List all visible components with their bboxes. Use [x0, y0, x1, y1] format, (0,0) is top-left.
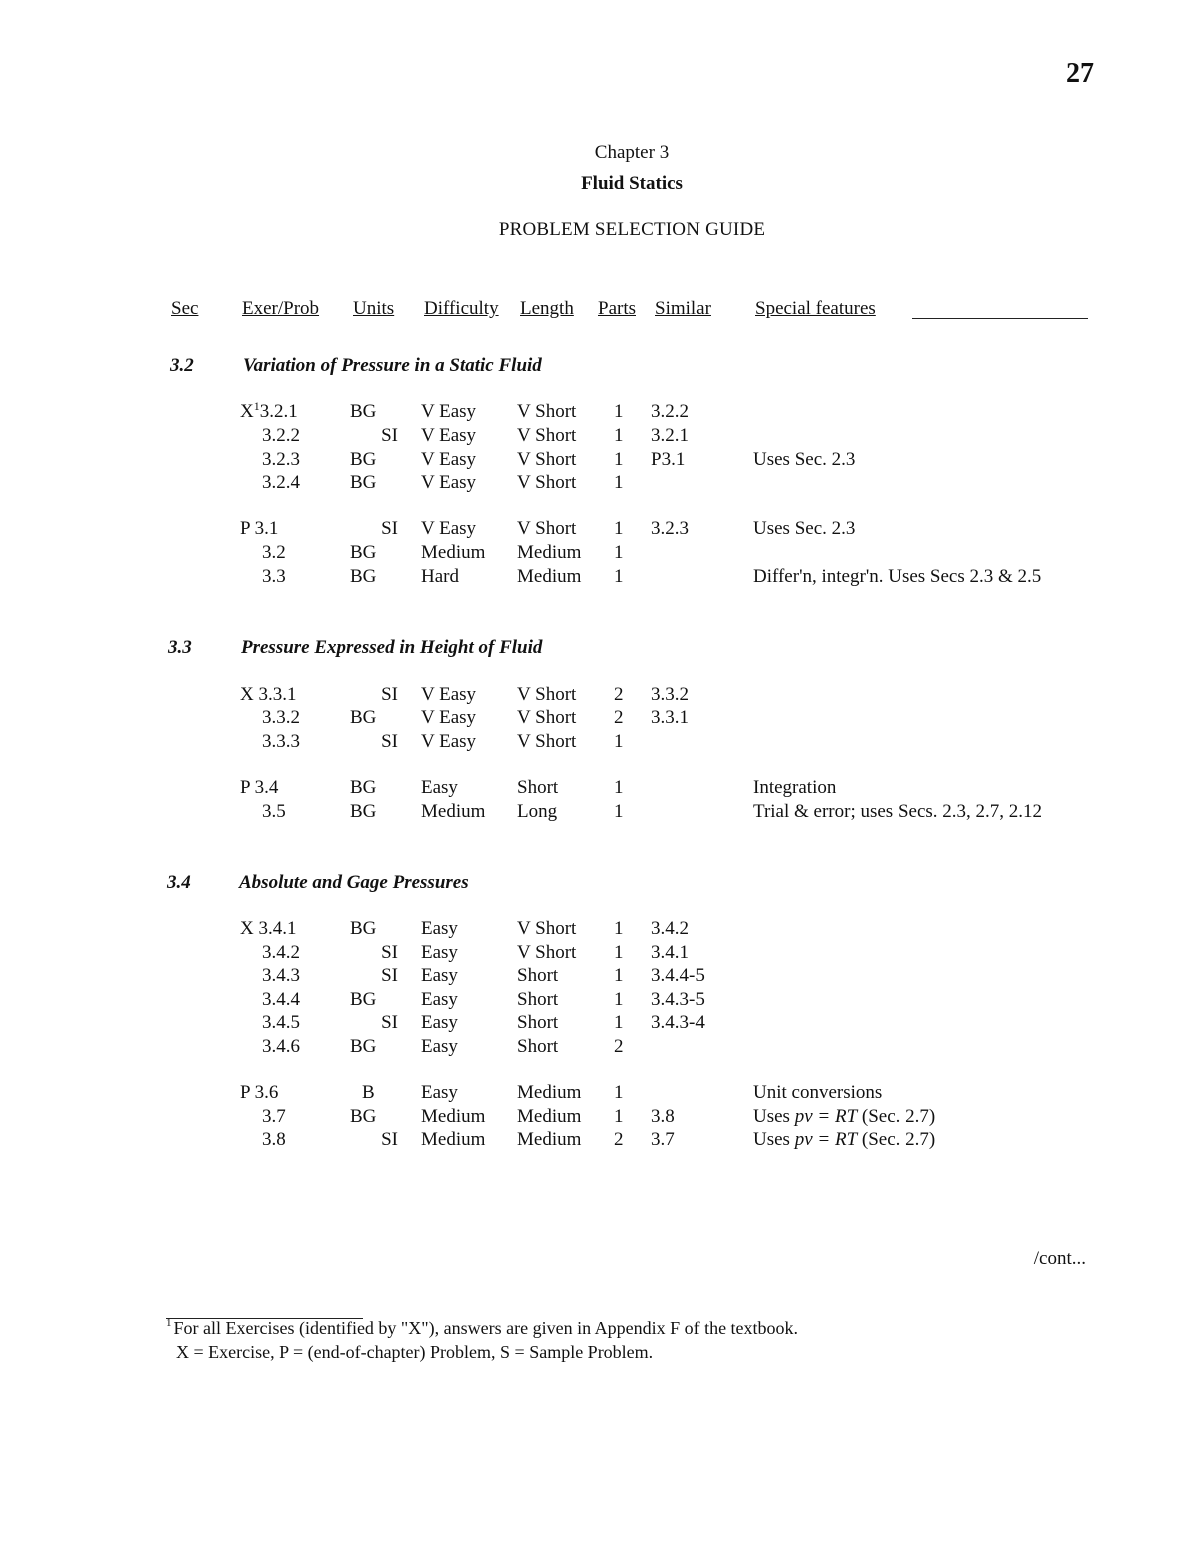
- cell-parts: 1: [614, 989, 624, 1010]
- cell-sim: 3.3.2: [651, 684, 689, 705]
- cell-id: 3.5: [262, 801, 286, 822]
- cell-sim: P3.1: [651, 449, 686, 470]
- cell-diff: Hard: [421, 566, 459, 587]
- cell-id: P 3.4: [240, 777, 279, 798]
- cell-units: SI: [381, 1129, 398, 1150]
- cell-units: SI: [381, 425, 398, 446]
- cell-units: SI: [381, 731, 398, 752]
- cell-id: 3.4.3: [262, 965, 300, 986]
- cell-units: SI: [381, 518, 398, 539]
- cell-id: 3.4.5: [262, 1012, 300, 1033]
- cell-units: BG: [350, 918, 377, 939]
- row-id: $X^13.2.1$: [240, 399, 298, 422]
- cell-id: 3.2.4: [262, 472, 300, 493]
- cell-diff: Medium: [421, 1106, 486, 1127]
- cell-parts: 1: [614, 1012, 624, 1033]
- table-row: [0, 777, 1200, 801]
- cell-diff: Easy: [421, 1036, 458, 1057]
- cell-diff: Easy: [421, 918, 458, 939]
- cell-diff: V Easy: [421, 401, 477, 422]
- cell-len: Medium: [517, 566, 582, 587]
- table-row: [0, 1036, 1200, 1060]
- cell-parts: 1: [614, 965, 624, 986]
- cell-sim: 3.4.2: [651, 918, 689, 939]
- cell-len: V Short: [517, 518, 577, 539]
- cell-id: 3.4.2: [262, 942, 300, 963]
- cell-sim: 3.4.3-4: [651, 1012, 705, 1033]
- cell-diff: Easy: [421, 777, 458, 798]
- cell-diff: Easy: [421, 1082, 458, 1103]
- cell-parts: 1: [614, 472, 624, 493]
- cell-parts: 2: [614, 707, 624, 728]
- cell-id: 3.4.6: [262, 1036, 300, 1057]
- cell-id: 3.3: [262, 566, 286, 587]
- table-row: [0, 542, 1200, 566]
- cell-parts: 1: [614, 731, 624, 752]
- cell-id: P 3.1: [240, 518, 279, 539]
- cell-feat: Differ'n, integr'n. Uses Secs 2.3 & 2.5: [753, 566, 1042, 587]
- cell-units: BG: [350, 449, 377, 470]
- cell-sim: 3.2.2: [651, 401, 689, 422]
- column-header-difficulty: Difficulty: [424, 298, 499, 319]
- section-number: 3.4: [167, 872, 191, 893]
- cell-feat: Trial & error; uses Secs. 2.3, 2.7, 2.12: [753, 801, 1043, 822]
- cell-sim: 3.4.3-5: [651, 989, 705, 1010]
- table-row: [0, 989, 1200, 1013]
- table-row: [0, 801, 1200, 825]
- column-header-exer: Exer/Prob: [242, 298, 320, 319]
- footnote: $^1$ For all Exercises (identified by "X"), answers are given in Appendix F of the textbook.: [166, 1317, 799, 1338]
- cell-len: V Short: [517, 472, 577, 493]
- cell-id: 3.7: [262, 1106, 286, 1127]
- cell-units: SI: [381, 684, 398, 705]
- guide-title: PROBLEM SELECTION GUIDE: [498, 219, 766, 240]
- table-row: [0, 1082, 1200, 1106]
- cell-feat: Uses Sec. 2.3: [753, 449, 856, 470]
- cell-units: BG: [350, 1106, 377, 1127]
- cell-units: BG: [350, 401, 377, 422]
- cell-parts: 2: [614, 1129, 624, 1150]
- column-header-features: Special features: [755, 298, 876, 319]
- cell-len: V Short: [517, 942, 577, 963]
- table-row: [0, 449, 1200, 473]
- chapter-title: Fluid Statics: [581, 173, 683, 194]
- cell-units: BG: [350, 472, 377, 493]
- cell-id: 3.3.3: [262, 731, 300, 752]
- cell-parts: 1: [614, 401, 624, 422]
- cell-units: BG: [350, 777, 377, 798]
- cell-id: 3.2.3: [262, 449, 300, 470]
- cell-len: Short: [517, 989, 559, 1010]
- cell-feat: Uses pv = RT (Sec. 2.7): [753, 1106, 936, 1127]
- cell-len: Short: [517, 777, 559, 798]
- header-underline: [912, 318, 1088, 319]
- table-row: [0, 707, 1200, 731]
- cell-units: SI: [381, 1012, 398, 1033]
- column-header-units: Units: [353, 298, 395, 319]
- cell-diff: Easy: [421, 942, 458, 963]
- chapter-label: Chapter 3: [594, 142, 670, 163]
- cell-diff: V Easy: [421, 425, 477, 446]
- section-number: 3.2: [170, 355, 194, 376]
- cell-feat: Unit conversions: [753, 1082, 883, 1103]
- section-title: Variation of Pressure in a Static Fluid: [243, 355, 542, 376]
- cell-len: V Short: [517, 425, 577, 446]
- cell-diff: Medium: [421, 542, 486, 563]
- cell-id: 3.4.4: [262, 989, 300, 1010]
- cell-parts: 1: [614, 918, 624, 939]
- cell-diff: Easy: [421, 989, 458, 1010]
- cell-diff: V Easy: [421, 731, 477, 752]
- table-row: [0, 918, 1200, 942]
- cell-diff: V Easy: [421, 518, 477, 539]
- table-row: [0, 566, 1200, 590]
- cell-sim: 3.2.1: [651, 425, 689, 446]
- cell-id: 3.8: [262, 1129, 286, 1150]
- page-number: 27: [1066, 58, 1094, 89]
- cell-len: V Short: [517, 684, 577, 705]
- cell-len: Medium: [517, 542, 582, 563]
- cell-len: Medium: [517, 1082, 582, 1103]
- cell-id: 3.2.2: [262, 425, 300, 446]
- section-number: 3.3: [168, 637, 192, 658]
- cell-parts: 1: [614, 518, 624, 539]
- cell-units: SI: [381, 942, 398, 963]
- table-row: [0, 1012, 1200, 1036]
- cell-parts: 1: [614, 425, 624, 446]
- table-row: [0, 518, 1200, 542]
- cell-len: V Short: [517, 707, 577, 728]
- cell-units: BG: [350, 801, 377, 822]
- cell-sim: 3.8: [651, 1106, 675, 1127]
- cell-diff: V Easy: [421, 449, 477, 470]
- cell-feat: Uses pv = RT (Sec. 2.7): [753, 1129, 936, 1150]
- cell-id: 3.3.2: [262, 707, 300, 728]
- column-header-sec: Sec: [171, 298, 199, 319]
- cell-units: BG: [350, 542, 377, 563]
- cell-len: Short: [517, 1012, 559, 1033]
- cell-diff: Easy: [421, 965, 458, 986]
- cell-parts: 1: [614, 777, 624, 798]
- cell-parts: 1: [614, 801, 624, 822]
- cell-sim: 3.4.4-5: [651, 965, 705, 986]
- section-title: Absolute and Gage Pressures: [239, 872, 469, 893]
- cell-sim: 3.4.1: [651, 942, 689, 963]
- column-header-parts: Parts: [598, 298, 636, 319]
- cell-sim: 3.3.1: [651, 707, 689, 728]
- cell-units: BG: [350, 707, 377, 728]
- cell-len: Medium: [517, 1106, 582, 1127]
- cell-diff: Medium: [421, 801, 486, 822]
- table-row: [0, 731, 1200, 755]
- cell-diff: V Easy: [421, 707, 477, 728]
- cell-parts: 2: [614, 684, 624, 705]
- cell-parts: 2: [614, 1036, 624, 1057]
- cell-parts: 1: [614, 542, 624, 563]
- continued-note: /cont...: [1033, 1248, 1086, 1269]
- cell-feat: Integration: [753, 777, 837, 798]
- cell-parts: 1: [614, 566, 624, 587]
- cell-diff: Easy: [421, 1012, 458, 1033]
- footnote-legend: X = Exercise, P = (end-of-chapter) Problem, S = Sample Problem.: [176, 1342, 654, 1362]
- cell-diff: V Easy: [421, 684, 477, 705]
- cell-len: Short: [517, 1036, 559, 1057]
- table-row: [0, 425, 1200, 449]
- cell-sim: 3.7: [651, 1129, 675, 1150]
- table-row: [0, 942, 1200, 966]
- cell-diff: Medium: [421, 1129, 486, 1150]
- cell-parts: 1: [614, 942, 624, 963]
- column-header-similar: Similar: [655, 298, 711, 319]
- cell-id: X 3.3.1: [240, 684, 297, 705]
- cell-parts: 1: [614, 1106, 624, 1127]
- cell-parts: 1: [614, 449, 624, 470]
- cell-units: SI: [381, 965, 398, 986]
- cell-id: P 3.6: [240, 1082, 279, 1103]
- section-title: Pressure Expressed in Height of Fluid: [241, 637, 543, 658]
- cell-units: BG: [350, 1036, 377, 1057]
- table-row: [0, 965, 1200, 989]
- cell-len: Long: [517, 801, 558, 822]
- cell-id: X 3.4.1: [240, 918, 297, 939]
- cell-units: BG: [350, 989, 377, 1010]
- table-row: [0, 1106, 1200, 1130]
- cell-len: V Short: [517, 918, 577, 939]
- table-row: [0, 472, 1200, 496]
- column-header-length: Length: [520, 298, 574, 319]
- cell-id: 3.2: [262, 542, 286, 563]
- cell-len: Medium: [517, 1129, 582, 1150]
- cell-units: BG: [350, 566, 377, 587]
- table-row: [0, 1129, 1200, 1153]
- cell-sim: 3.2.3: [651, 518, 689, 539]
- table-row: [0, 684, 1200, 708]
- cell-units: B: [362, 1082, 375, 1103]
- cell-feat: Uses Sec. 2.3: [753, 518, 856, 539]
- cell-parts: 1: [614, 1082, 624, 1103]
- table-row: [0, 401, 1200, 425]
- cell-len: V Short: [517, 449, 577, 470]
- cell-len: V Short: [517, 401, 577, 422]
- cell-diff: V Easy: [421, 472, 477, 493]
- cell-len: Short: [517, 965, 559, 986]
- cell-len: V Short: [517, 731, 577, 752]
